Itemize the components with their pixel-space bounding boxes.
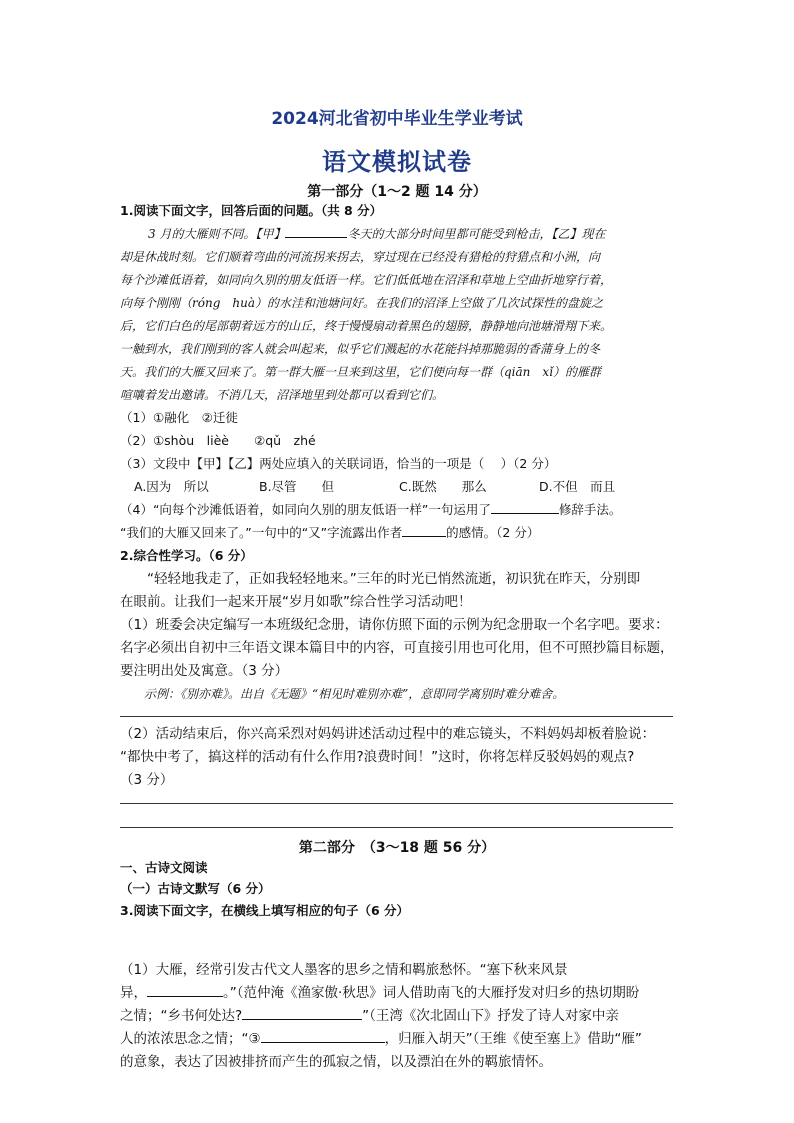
q2-sub2: （3 分） xyxy=(120,772,174,788)
q3-para: 的意象，表达了因被排挤而产生的孤寂之情，以及漂泊在外的羁旅情怀。 xyxy=(120,1054,552,1070)
subsection-heading: （一）古诗文默写（6 分） xyxy=(120,881,271,896)
passage-line: 一触到水，我们刚到的客人就会叫起来，似乎它们溅起的水花能抖掉那脆弱的香蒲身上的冬 xyxy=(120,342,601,356)
answer-line[interactable] xyxy=(120,803,673,804)
answer-blank[interactable] xyxy=(261,1030,385,1043)
q1-sub4a: （4）“向每个沙滩低语着，如同向久别的朋友低语一样”一句运用了 修辞手法。 xyxy=(120,502,622,517)
part1-heading: 第一部分（1～2 题 14 分） xyxy=(307,184,487,200)
q3-prompt: 3.阅读下面文字，在横线上填写相应的句子（6 分） xyxy=(120,903,409,918)
answer-line[interactable] xyxy=(120,827,673,828)
exam-title: 2024河北省初中毕业生学业考试 xyxy=(271,109,523,129)
passage-line: 却是休战时刻。它们顺着弯曲的河流拐来拐去，穿过现在已经没有猎枪的狩猎点和小洲，向 xyxy=(120,250,601,264)
option-b[interactable]: B.尽管 但 xyxy=(259,479,335,494)
q2-sub1: （1）班委会决定编写一本班级纪念册，请你仿照下面的示例为纪念册取一个名字吧。要求： xyxy=(120,617,669,633)
passage-line: 天。我们的大雁又回来了。第一群大雁一旦来到这里，它们便向每一群（qiān xǐ）的雁群 xyxy=(120,365,602,379)
part2-heading: 第二部分 （3～18 题 56 分） xyxy=(298,840,496,856)
q2-sub1: 名字必须出自初中三年语文课本篇目中的内容，可直接引用也可化用，但不可照抄篇目标题， xyxy=(120,640,674,656)
option-a[interactable]: A.因为 所以 xyxy=(134,479,209,494)
passage-line: 3 月的大雁则不同。【甲】 冬天的大部分时间里都可能受到枪击，【乙】现在 xyxy=(148,227,606,241)
q2-sub2: “都快中考了，搞这样的活动有什么作用?浪费时间！”这时，你将怎样反驳妈妈的观点? xyxy=(120,749,635,765)
section-heading: 一、古诗文阅读 xyxy=(120,860,208,875)
q1-sub4b: “我们的大雁又回来了。”一句中的“又”字流露出作者 的感情。（2 分） xyxy=(120,525,540,540)
answer-2: （2）①shòu lièè ②qǔ zhé xyxy=(120,433,316,448)
q2-intro: 在眼前。让我们一起来开展“岁月如歌”综合性学习活动吧！ xyxy=(120,594,472,610)
q2-sub2: （2）活动结束后，你兴高采烈对妈妈讲述活动过程中的难忘镜头，不料妈妈却板着脸说： xyxy=(120,726,656,742)
q3-para: 人的浓浓思念之情；“③ ，归雁入胡天”（王维《使至塞上》借助“雁” xyxy=(120,1031,642,1047)
answer-blank[interactable] xyxy=(147,984,223,997)
passage-line: 每个沙滩低语着，如同向久别的朋友低语一样。它们低低地在沼泽和草地上空曲折地穿行着， xyxy=(120,273,613,287)
q1-options xyxy=(134,477,615,497)
answer-blank[interactable] xyxy=(491,501,559,514)
passage-line: 后，它们白色的尾部朝着远方的山丘，终于慢慢扇动着黑色的翅膀，静静地向池塘滑翔下来。 xyxy=(120,319,613,333)
option-c[interactable]: C.既然 那么 xyxy=(399,479,487,494)
q3-para: 之情；“乡书何处达? ”（王湾《次北固山下》抒发了诗人对家中亲 xyxy=(120,1008,619,1024)
answer-1: （1）①融化 ②迁徙 xyxy=(120,410,238,425)
q1-prompt: 1.阅读下面文字，回答后面的问题。（共 8 分） xyxy=(120,203,383,218)
q1-sub3: （3）文段中【甲】【乙】两处应填入的关联词语，恰当的一项是（ ）（2 分） xyxy=(120,456,557,471)
q2-intro: “轻轻地我走了，正如我轻轻地来。”三年的时光已悄然流逝，初识犹在昨天，分别即 xyxy=(120,571,641,587)
answer-line[interactable] xyxy=(120,716,673,717)
q3-para: （1）大雁，经常引发古代文人墨客的思乡之情和羁旅愁怀。“塞下秋来风景 xyxy=(120,962,568,978)
answer-blank[interactable] xyxy=(242,1007,362,1020)
q3-para: 异， 。”（范仲淹《渔家傲·秋思》词人借助南飞的大雁抒发对归乡的热切期盼 xyxy=(120,985,640,1001)
option-d[interactable]: D.不但 而且 xyxy=(539,479,616,494)
q2-sub1: 要注明出处及寓意。（3 分） xyxy=(120,663,289,679)
answer-blank[interactable] xyxy=(402,524,446,537)
q2-prompt: 2.综合性学习。（6 分） xyxy=(120,548,253,563)
exam-subtitle: 语文模拟试卷 xyxy=(322,148,472,176)
passage-line: 向每个刚刚（róng huà）的水洼和池塘问好。在我们的沼泽上空做了几次试探性的盘旋之 xyxy=(120,296,603,310)
answer-blank[interactable] xyxy=(285,225,347,238)
q2-example: 示例：《别亦难》。出自《无题》“相见时难别亦难”，意即同学离别时难分难舍。 xyxy=(120,687,565,701)
passage-line: 喧嚷着发出邀请。不消几天，沼泽地里到处都可以看到它们。 xyxy=(120,388,445,402)
